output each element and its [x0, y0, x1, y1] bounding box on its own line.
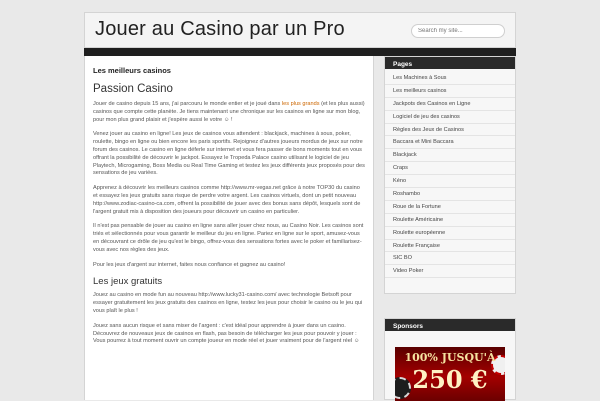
page-link[interactable]: Roue de la Fortune [385, 201, 515, 214]
site-title[interactable]: Jouer au Casino par un Pro [95, 18, 345, 40]
link-plus-grands[interactable]: les plus grands [281, 101, 320, 107]
page-link[interactable]: Les meilleurs casinos [385, 85, 515, 98]
page-link[interactable]: Roshambo [385, 188, 515, 201]
paragraph-3: Apprenez à découvrir les meilleurs casinos comme http://www.mr-vegas.net grâce à notre TOP30 du casino et essayez les jeux gratuits sans risque de perdre votre argent. Les casinos virtuels, dont un petit nouveau http://www.zodiac-casino-ca.com, offrent la possibilité de jouer avec des bonus sans dépôt, lesquels sont de l'argent gratuit mis à disposition des joueurs pour découvrir un casino en particulier. [93, 185, 361, 215]
page-link[interactable]: Roulette Française [385, 240, 515, 253]
paragraph-4: Il n'est pas pensable de jouer au casino en ligne sans aller jouer chez nous, au Casino Noir. Les casinos sont triés et sélectionnés pour vous garantir le meilleur du jeu en ligne. Pariez en ligne sur le sport, amusez-vous en découvrant ce drôle de jeu qu'est le bingo, offrez-vous des sensations fortes avec le poker et familiarisez-vous avec nos règles des jeux. [93, 223, 364, 253]
sponsor-banner[interactable] [395, 347, 505, 401]
breadcrumb: Les meilleurs casinos [93, 66, 171, 75]
paragraph-6: Jouez au casino en mode fun au nouveau http://www.lucky31-casino.com/ avec technologie Betsoft pour essayer gratuitement les jeux gratuits des casinos en ligne, testez les jeux pour choisir le casino ou le jeu qui vous plaît le plus ! [93, 292, 363, 314]
page-link[interactable]: Les Machines à Sous [385, 72, 515, 85]
paragraph-intro [93, 101, 365, 124]
page-link[interactable]: Jackpots des Casinos en Ligne [385, 98, 515, 111]
pages-list [385, 69, 515, 278]
main-content [84, 56, 374, 400]
intro-text-b: (et les plus aussi) casinos que compte cette planète. Je tiens maintenant une chronique sur les casinos en ligne sur mon blog, pour mon plus grand plaisir et j'espère aussi le votre ☺ ! [93, 101, 365, 123]
page-link[interactable]: SIC BO [385, 252, 515, 265]
page-link[interactable]: Roulette Américaine [385, 214, 515, 227]
pages-widget [384, 56, 516, 294]
pages-widget-title: Pages [385, 57, 515, 69]
page-link[interactable]: Roulette européenne [385, 227, 515, 240]
page-link[interactable]: Règles des Jeux de Casinos [385, 124, 515, 137]
section-title-jeux-gratuits: Les jeux gratuits [93, 276, 163, 288]
top-nav-bar [84, 48, 516, 56]
page-link[interactable]: Baccara et Mini Baccara [385, 136, 515, 149]
banner-headline: 100% JUSQU'À [404, 351, 496, 364]
page-link[interactable]: Kéno [385, 175, 515, 188]
page-title: Passion Casino [93, 83, 173, 95]
page-link[interactable]: Logiciel de jeu des casinos [385, 111, 515, 124]
sponsors-widget-title: Sponsors [385, 319, 515, 331]
page-link[interactable]: Video Poker [385, 265, 515, 278]
paragraph-2: Venez jouer au casino en ligne! Les jeux de casinos vous attendent : blackjack, machines à sous, poker, roulette, bingo en ligne ou bien encore les paris sportifs. Rejoignez d'autres joueurs mordus de jeux sur notre forum des casinos. Le casino en ligne déferle sur internet et vous fera passer de bons moments tout en vous offrant la possibilité de découvrir le jackpot. Essayez le Tropeda Palace casino utilisant le logiciel de jeu Playtech, Microgaming, Boss Media ou Real Time Gaming et testez les jeux différents jeux proposés pour des sensations de jeu variées. [93, 131, 365, 177]
paragraph-5: Pour les jeux d'argent sur internet, faites nous confiance et gagnez au casino! [93, 261, 286, 268]
sidebar [384, 56, 516, 400]
search-input[interactable] [411, 24, 505, 38]
intro-text-a: Jouer de casino depuis 15 ans, j'ai parcouru le monde entier et je joué dans [93, 101, 282, 107]
page-link[interactable]: Craps [385, 162, 515, 175]
paragraph-7: Jouez sans aucun risque et sans miser de l'argent : c'est idéal pour apprendre à jouer dans un casino. Découvrez de nouveaux jeux de casinos en flash, pas besoin de télécharger les jeux pour pouvoir y jouer : Vous pourrez à tout moment ouvrir un compte joueur en mode réel et jouer vraiment pour de l'argent réel ☺ [93, 322, 360, 345]
page-link[interactable]: Blackjack [385, 149, 515, 162]
sponsors-widget [384, 318, 516, 400]
banner-amount: 250 € [412, 365, 488, 394]
site-header [84, 12, 516, 48]
